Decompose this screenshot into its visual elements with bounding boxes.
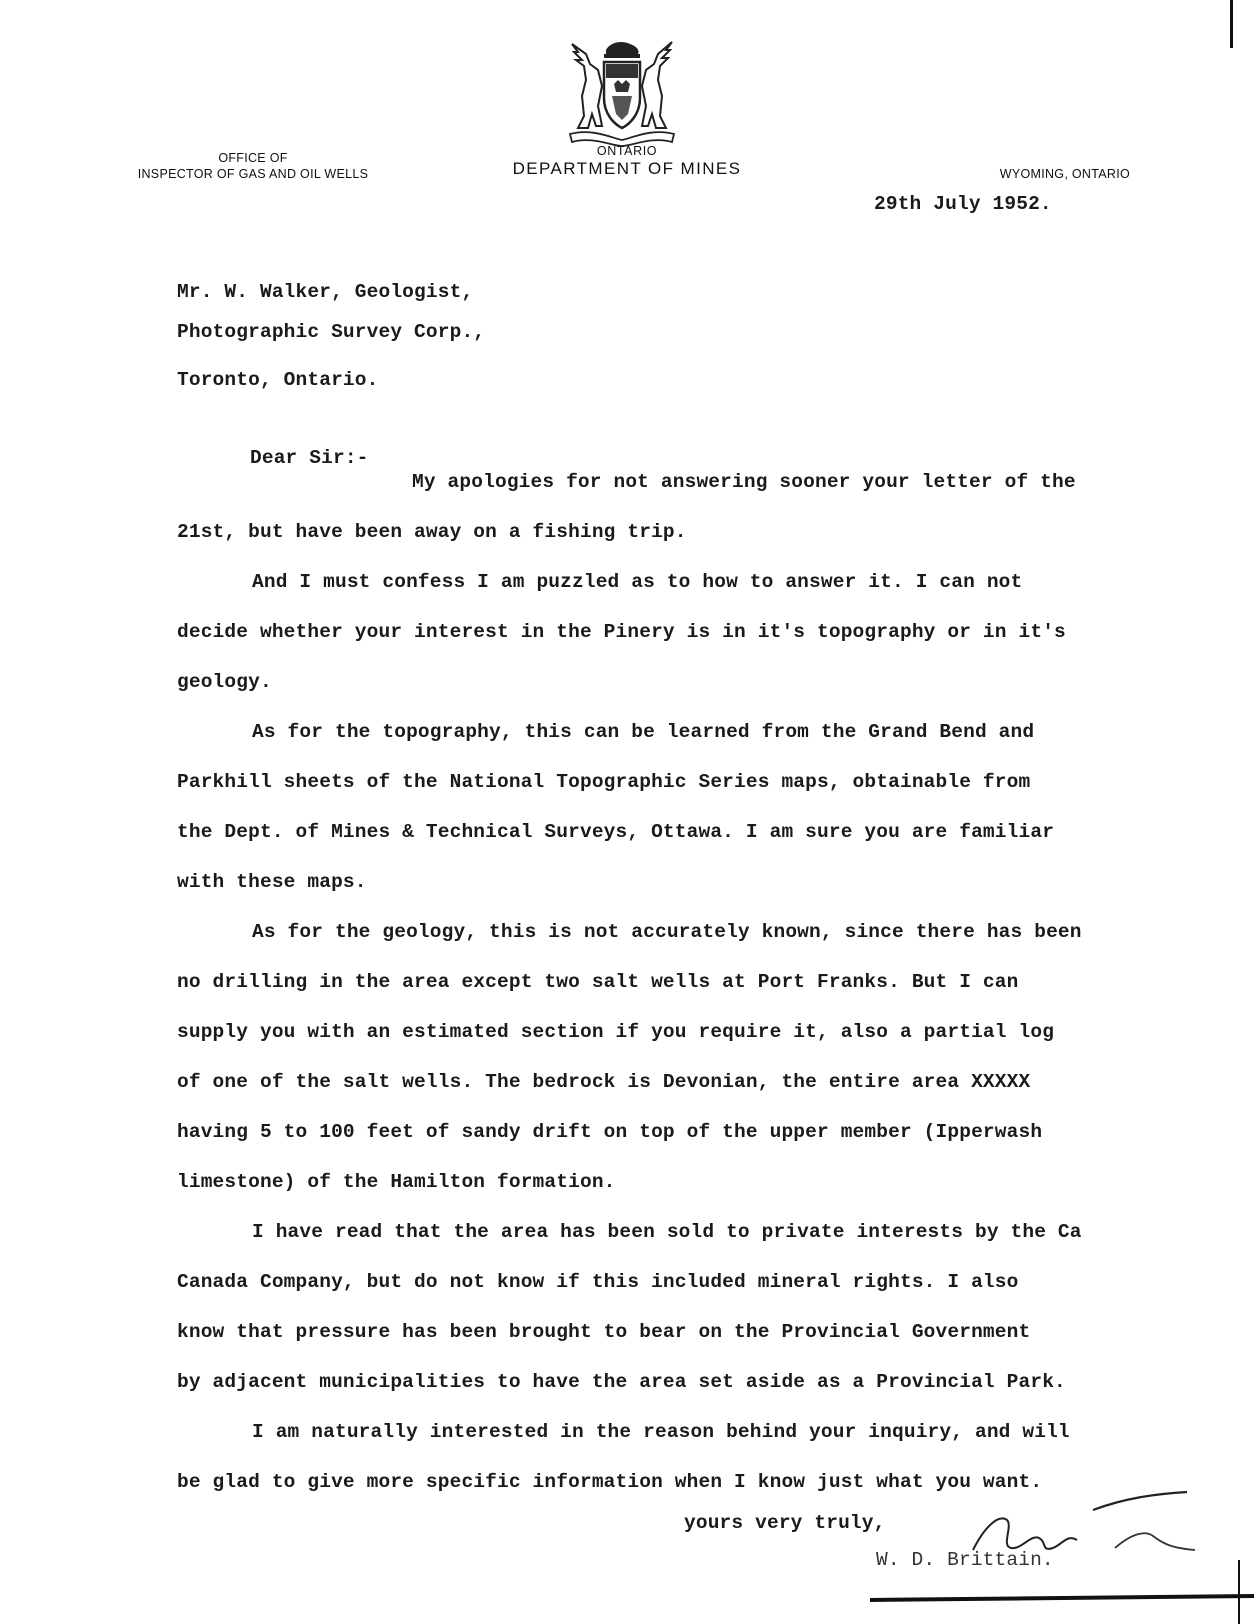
body-line: supply you with an estimated section if you require it, also a partial log <box>177 1021 1055 1043</box>
body-line: 21st, but have been away on a fishing trip. <box>177 521 687 543</box>
body-line: the Dept. of Mines & Technical Surveys, Ottawa. I am sure you are familiar <box>177 821 1055 843</box>
department-heading <box>467 143 787 179</box>
office-heading <box>128 150 378 182</box>
body-line: Canada Company, but do not know if this included mineral rights. I also <box>177 1271 1019 1293</box>
body-line: with these maps. <box>177 871 367 893</box>
body-line: having 5 to 100 feet of sandy drift on top of the upper member (Ipperwash <box>177 1121 1043 1143</box>
body-line: know that pressure has been brought to bear on the Provincial Government <box>177 1321 1031 1343</box>
body-line: be glad to give more specific information when I know just what you want. <box>177 1471 1043 1493</box>
body-line: geology. <box>177 671 272 693</box>
office-heading-line1: OFFICE OF <box>218 151 288 165</box>
letter-date: 29th July 1952. <box>874 193 1052 215</box>
body-line: by adjacent municipalities to have the area set aside as a Provincial Park. <box>177 1371 1066 1393</box>
body-line: limestone) of the Hamilton formation. <box>177 1171 616 1193</box>
recipient-line-3: Toronto, Ontario. <box>177 369 379 391</box>
office-heading-line2: INSPECTOR OF GAS AND OIL WELLS <box>137 167 369 181</box>
body-line: Parkhill sheets of the National Topographic Series maps, obtainable from <box>177 771 1031 793</box>
province-label: ONTARIO <box>596 144 658 158</box>
body-line: no drilling in the area except two salt wells at Port Franks. But I can <box>177 971 1019 993</box>
body-line: of one of the salt wells. The bedrock is Devonian, the entire area XXXXX <box>177 1071 1031 1093</box>
body-line: I have read that the area has been sold to private interests by the Ca <box>252 1221 1082 1243</box>
handwritten-signature <box>955 1490 1205 1560</box>
recipient-line-1: Mr. W. Walker, Geologist, <box>177 281 474 303</box>
body-line: decide whether your interest in the Pinery is in it's topography or in it's <box>177 621 1066 643</box>
body-line: And I must confess I am puzzled as to how to answer it. I can not <box>252 571 1023 593</box>
scan-edge-mark <box>1238 1560 1240 1624</box>
body-line: I am naturally interested in the reason behind your inquiry, and will <box>252 1421 1070 1443</box>
body-line: As for the geology, this is not accurately known, since there has been <box>252 921 1082 943</box>
signer-name: W. D. Brittain. <box>876 1549 1054 1571</box>
closing: yours very truly, <box>684 1512 886 1534</box>
body-line: My apologies for not answering sooner your letter of the <box>412 471 1076 493</box>
salutation: Dear Sir:- <box>250 447 369 469</box>
scan-edge-mark <box>1230 0 1233 48</box>
recipient-line-2: Photographic Survey Corp., <box>177 321 486 343</box>
location-heading: WYOMING, ONTARIO <box>999 167 1130 181</box>
ontario-coat-of-arms-icon <box>562 36 682 148</box>
scan-edge-mark <box>870 1594 1254 1602</box>
body-line: As for the topography, this can be learned from the Grand Bend and <box>252 721 1035 743</box>
department-name: DEPARTMENT OF MINES <box>512 159 742 178</box>
